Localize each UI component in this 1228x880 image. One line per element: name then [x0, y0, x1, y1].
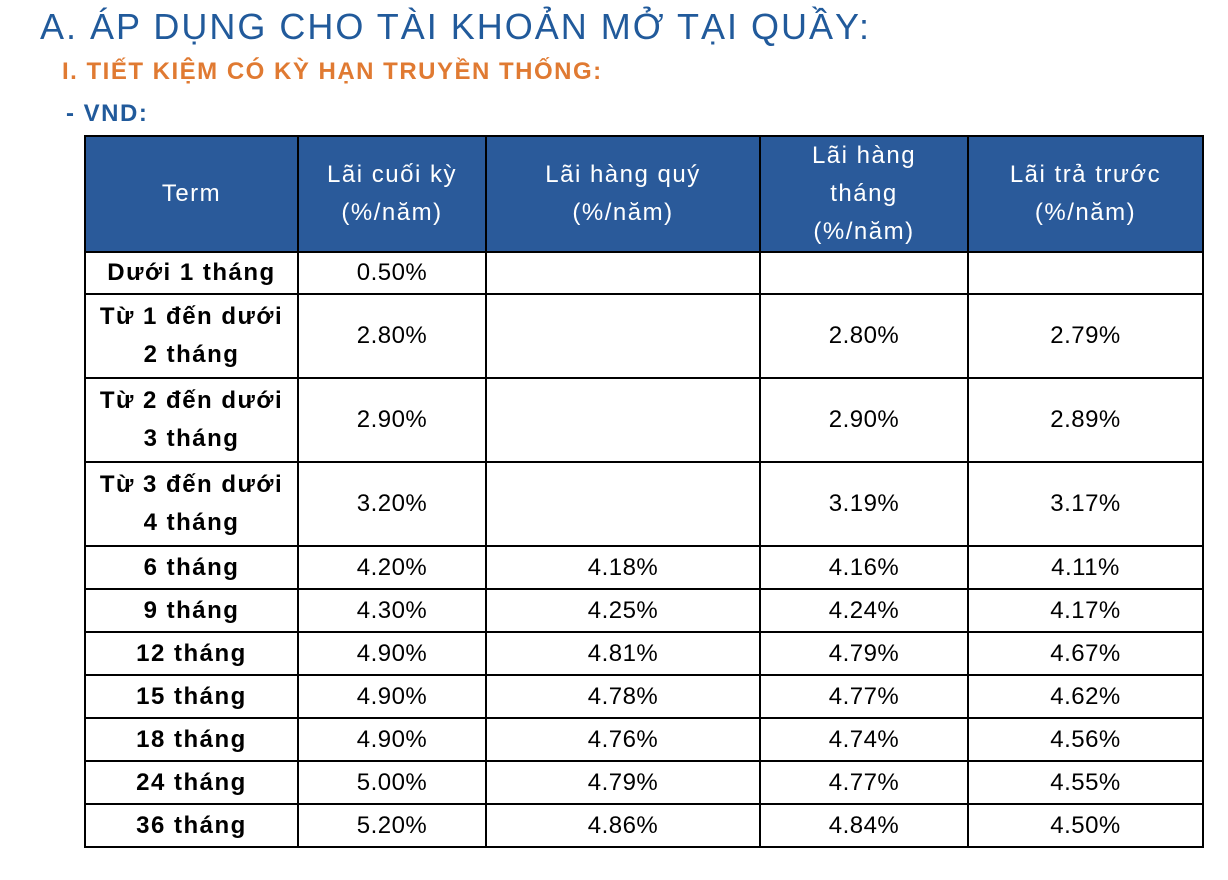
end-rate-cell: 4.90% [298, 718, 486, 761]
table-row [85, 804, 1203, 847]
table-row [85, 632, 1203, 675]
quarterly-rate-cell: 4.79% [486, 761, 760, 804]
quarterly-rate-cell: 4.81% [486, 632, 760, 675]
monthly-rate-cell: 4.16% [760, 546, 968, 589]
prepaid-rate-cell: 4.62% [968, 675, 1203, 718]
prepaid-rate-cell: 4.50% [968, 804, 1203, 847]
quarterly-rate-cell [486, 462, 760, 546]
term-cell: Từ 1 đến dưới 2 tháng [85, 294, 298, 378]
currency-heading: - VND: [66, 100, 149, 127]
end-rate-cell: 5.20% [298, 804, 486, 847]
term-cell: Từ 2 đến dưới 3 tháng [85, 378, 298, 462]
end-rate-cell: 0.50% [298, 252, 486, 294]
table-row [85, 252, 1203, 294]
table-row [85, 546, 1203, 589]
prepaid-rate-cell: 4.17% [968, 589, 1203, 632]
end-rate-cell: 2.90% [298, 378, 486, 462]
end-rate-cell: 2.80% [298, 294, 486, 378]
monthly-rate-cell: 4.79% [760, 632, 968, 675]
header-term: Term [85, 136, 298, 252]
quarterly-rate-cell: 4.18% [486, 546, 760, 589]
term-cell: 12 tháng [85, 632, 298, 675]
table-row [85, 462, 1203, 546]
prepaid-rate-cell: 3.17% [968, 462, 1203, 546]
table-row [85, 718, 1203, 761]
term-cell: 9 tháng [85, 589, 298, 632]
table-row [85, 294, 1203, 378]
prepaid-rate-cell: 4.11% [968, 546, 1203, 589]
quarterly-rate-cell: 4.86% [486, 804, 760, 847]
quarterly-rate-cell [486, 252, 760, 294]
term-cell: 36 tháng [85, 804, 298, 847]
monthly-rate-cell: 4.24% [760, 589, 968, 632]
end-rate-cell: 4.30% [298, 589, 486, 632]
table-row [85, 589, 1203, 632]
prepaid-rate-cell: 4.56% [968, 718, 1203, 761]
monthly-rate-cell: 4.77% [760, 761, 968, 804]
prepaid-rate-cell [968, 252, 1203, 294]
table-row [85, 675, 1203, 718]
term-cell: 6 tháng [85, 546, 298, 589]
term-cell: 15 tháng [85, 675, 298, 718]
monthly-rate-cell: 2.90% [760, 378, 968, 462]
table-header-row [85, 136, 1203, 252]
table-row [85, 378, 1203, 462]
term-cell: 18 tháng [85, 718, 298, 761]
interest-rate-table [84, 135, 1204, 848]
header-quarterly: Lãi hàng quý (%/năm) [486, 136, 760, 252]
end-rate-cell: 4.90% [298, 632, 486, 675]
end-rate-cell: 4.20% [298, 546, 486, 589]
end-rate-cell: 5.00% [298, 761, 486, 804]
table-row [85, 761, 1203, 804]
section-i-heading: I. TIẾT KIỆM CÓ KỲ HẠN TRUYỀN THỐNG: [62, 58, 603, 85]
monthly-rate-cell: 3.19% [760, 462, 968, 546]
term-cell: 24 tháng [85, 761, 298, 804]
prepaid-rate-cell: 2.89% [968, 378, 1203, 462]
end-rate-cell: 3.20% [298, 462, 486, 546]
monthly-rate-cell: 4.84% [760, 804, 968, 847]
quarterly-rate-cell: 4.25% [486, 589, 760, 632]
quarterly-rate-cell [486, 294, 760, 378]
term-cell: Từ 3 đến dưới 4 tháng [85, 462, 298, 546]
section-a-heading: A. ÁP DỤNG CHO TÀI KHOẢN MỞ TẠI QUẦY: [40, 6, 872, 47]
prepaid-rate-cell: 2.79% [968, 294, 1203, 378]
quarterly-rate-cell: 4.76% [486, 718, 760, 761]
term-cell: Dưới 1 tháng [85, 252, 298, 294]
header-end-of-term: Lãi cuối kỳ (%/năm) [298, 136, 486, 252]
header-monthly: Lãi hàng tháng (%/năm) [760, 136, 968, 252]
prepaid-rate-cell: 4.55% [968, 761, 1203, 804]
monthly-rate-cell [760, 252, 968, 294]
prepaid-rate-cell: 4.67% [968, 632, 1203, 675]
monthly-rate-cell: 4.77% [760, 675, 968, 718]
quarterly-rate-cell: 4.78% [486, 675, 760, 718]
monthly-rate-cell: 4.74% [760, 718, 968, 761]
monthly-rate-cell: 2.80% [760, 294, 968, 378]
end-rate-cell: 4.90% [298, 675, 486, 718]
header-prepaid: Lãi trả trước (%/năm) [968, 136, 1203, 252]
quarterly-rate-cell [486, 378, 760, 462]
